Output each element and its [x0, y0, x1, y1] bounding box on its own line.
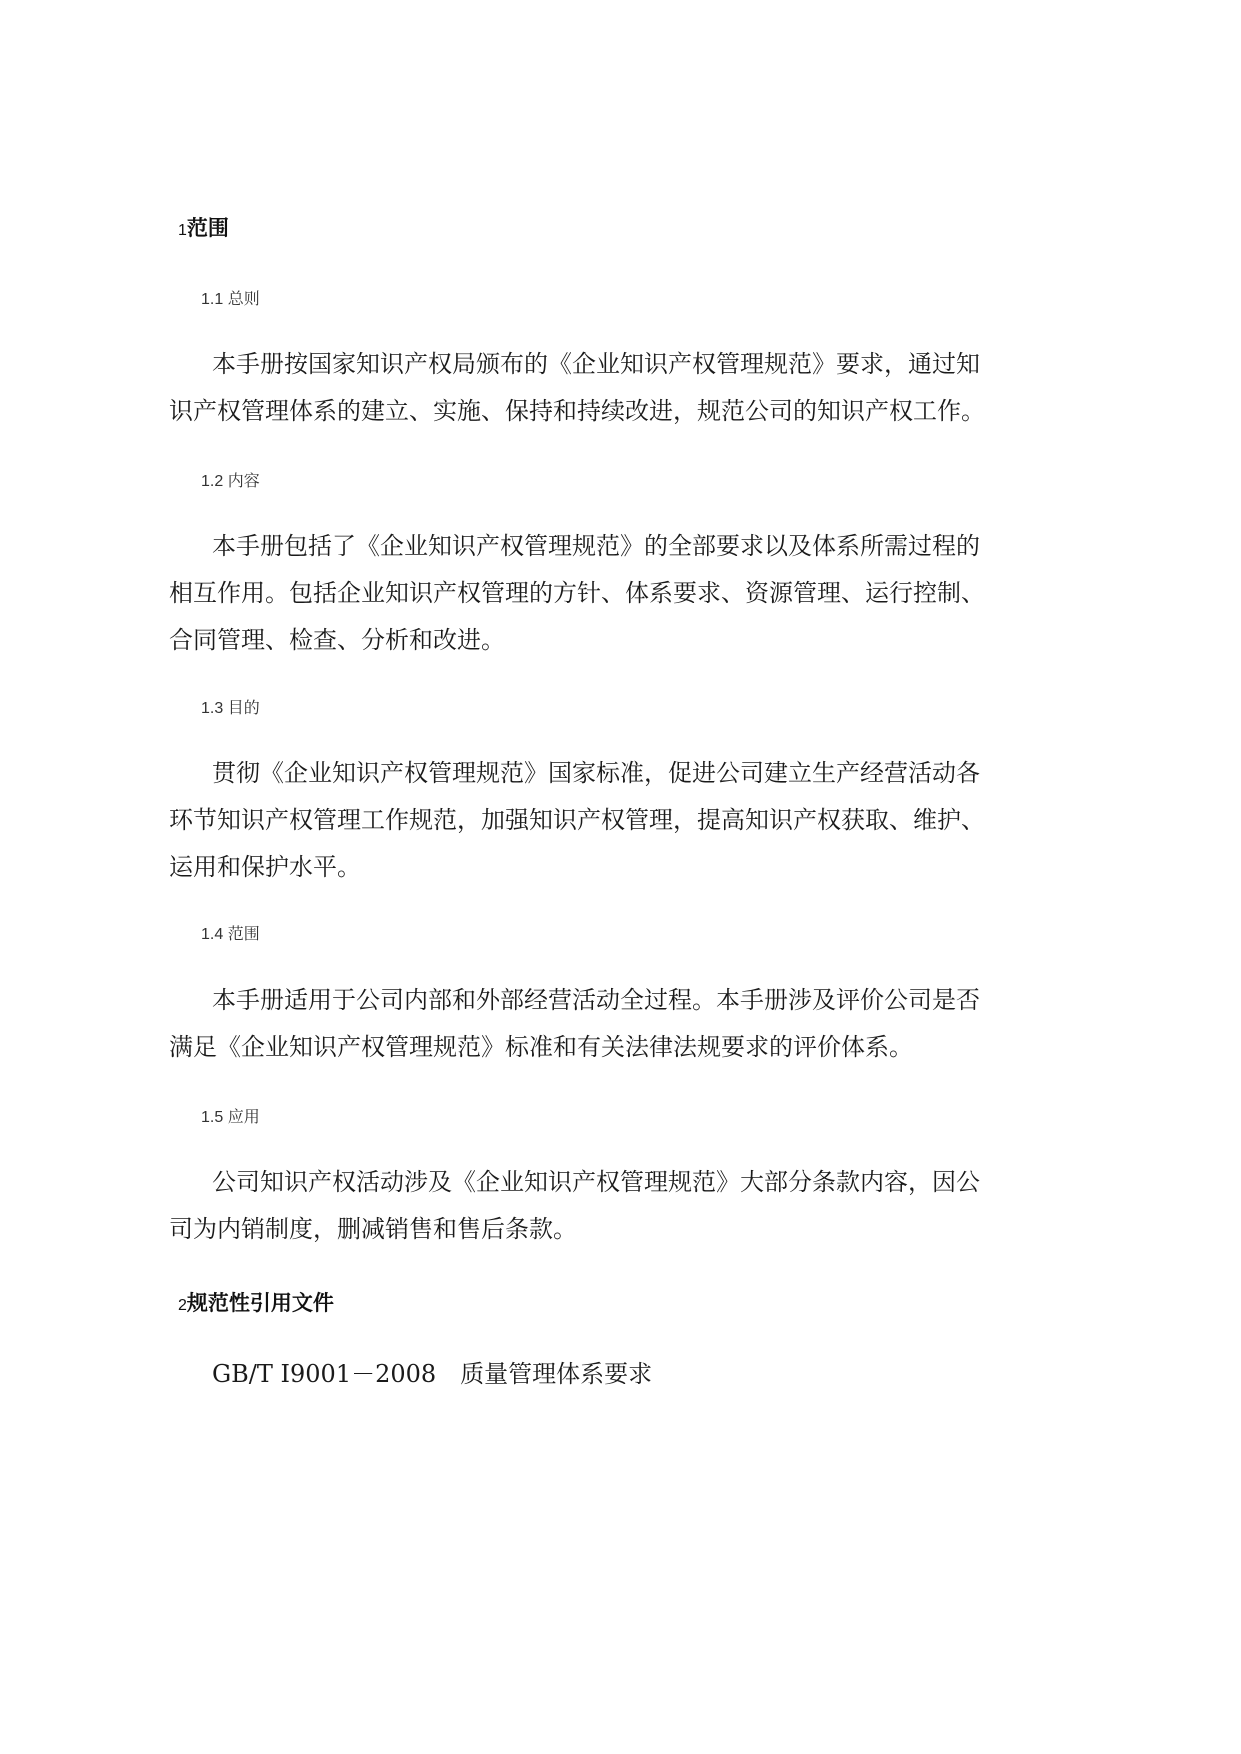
paragraph-line: 运用和保护水平。 — [169, 853, 361, 881]
subsection-1-3-paragraph — [169, 750, 985, 891]
section-2-heading — [178, 1287, 334, 1317]
paragraph-line: 本手册适用于公司内部和外部经营活动全过程。本手册涉及评价公司是否 — [212, 986, 980, 1014]
section-1-heading — [178, 212, 229, 242]
paragraph-line: 识产权管理体系的建立、实施、保持和持续改进，规范公司的知识产权工作。 — [169, 397, 985, 425]
subsection-1-3-heading: 1.3 目的 — [201, 700, 260, 717]
subsection-1-4-paragraph — [169, 977, 980, 1071]
section-1-title: 范围 — [186, 217, 229, 240]
subsection-1-4-heading: 1.4 范围 — [201, 926, 260, 943]
paragraph-line: 相互作用。包括企业知识产权管理的方针、体系要求、资源管理、运行控制、 — [169, 579, 985, 607]
section-2-title: 规范性引用文件 — [186, 1292, 334, 1315]
paragraph-line: 本手册包括了《企业知识产权管理规范》的全部要求以及体系所需过程的 — [212, 532, 980, 560]
paragraph-line: 司为内销制度，删减销售和售后条款。 — [169, 1215, 577, 1243]
paragraph-line: 合同管理、检查、分析和改进。 — [169, 626, 505, 654]
subsection-1-5-paragraph — [169, 1159, 980, 1253]
paragraph-line: 贯彻《企业知识产权管理规范》国家标准，促进公司建立生产经营活动各 — [212, 759, 980, 787]
paragraph-line: 环节知识产权管理工作规范，加强知识产权管理，提高知识产权获取、维护、 — [169, 806, 985, 834]
normative-reference: GB/T I9001－2008 质量管理体系要求 — [212, 1360, 653, 1388]
section-2-number: 2 — [178, 1297, 187, 1314]
section-1-number: 1 — [178, 222, 187, 239]
paragraph-line: 公司知识产权活动涉及《企业知识产权管理规范》大部分条款内容，因公 — [212, 1168, 980, 1196]
subsection-1-1-paragraph — [169, 341, 985, 435]
subsection-1-5-heading: 1.5 应用 — [201, 1109, 260, 1126]
subsection-1-2-paragraph — [169, 523, 985, 664]
subsection-1-1-heading: 1.1 总则 — [201, 291, 260, 308]
paragraph-line: 满足《企业知识产权管理规范》标准和有关法律法规要求的评价体系。 — [169, 1033, 913, 1061]
paragraph-line: 本手册按国家知识产权局颁布的《企业知识产权管理规范》要求，通过知 — [212, 350, 980, 378]
subsection-1-2-heading: 1.2 内容 — [201, 473, 260, 490]
